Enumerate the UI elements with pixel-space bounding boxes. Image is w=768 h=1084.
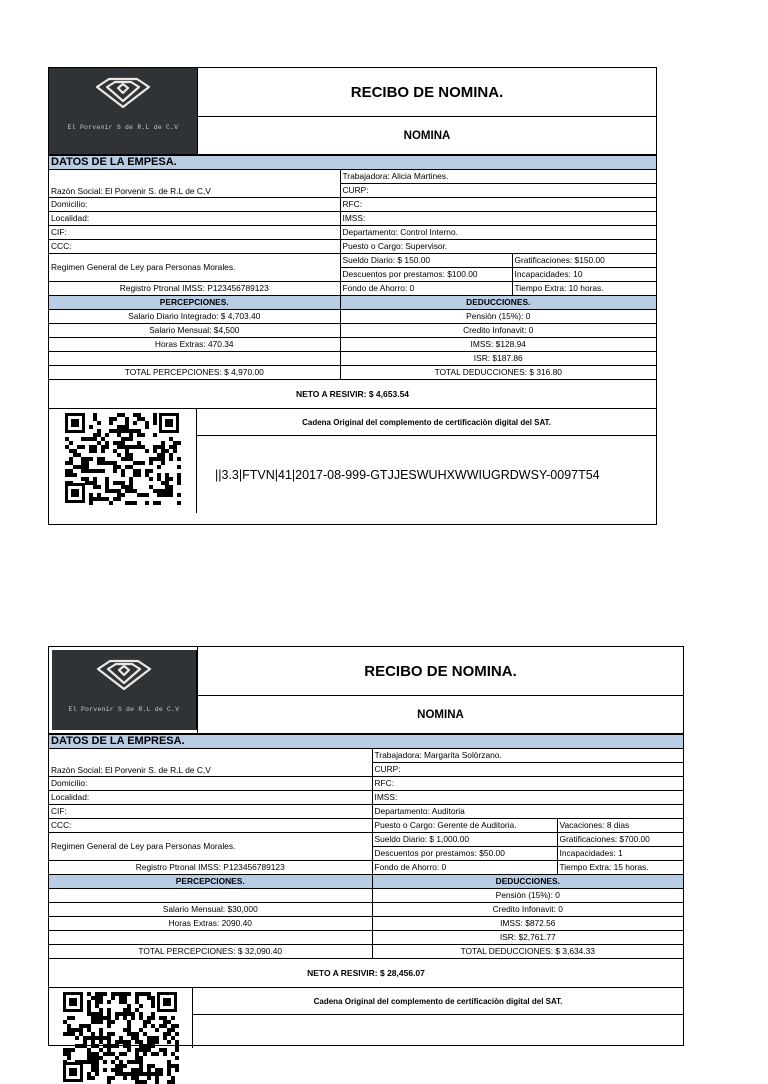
deduccion-row: Pensiòn (15%): 0	[372, 889, 683, 903]
percepcion-row: Salario Diario Integrado: $ 4,703.40	[49, 310, 340, 324]
qr-code-icon	[65, 413, 181, 505]
percepcion-row	[49, 352, 340, 366]
qr-code-icon	[63, 992, 179, 1084]
localidad-field: Localidad:	[49, 791, 372, 805]
cadena-title: Cadena Original del complemento de certificaciòn digital del SAT.	[197, 409, 656, 436]
gratificaciones-field: Gratificaciones: $700.00	[557, 833, 683, 847]
percepcion-row: Salario Mensual: $4,500	[49, 324, 340, 338]
deduccion-row: IMSS: $872.56	[372, 917, 683, 931]
ccc-field: CCC:	[49, 240, 340, 254]
receipt-table	[49, 155, 656, 380]
receipt-header	[49, 68, 656, 155]
departamento-field: Departamento: Auditoria	[372, 805, 683, 819]
receipt-subtitle: NOMINA	[417, 708, 464, 721]
rfc-field: RFC:	[340, 198, 656, 212]
net-pay: NETO A RESIVIR: $ 4,653.54	[49, 380, 656, 409]
total-deducciones: TOTAL DEDUCCIONES: $ 316.80	[340, 366, 656, 380]
registro-field: Registro Ptronal IMSS: P123456789123	[49, 861, 372, 875]
domicilio-field: Domicilio:	[49, 777, 372, 791]
fondo-field: Fondo de Ahorro: 0	[340, 282, 512, 296]
razon-social: Razòn Social: El Porvenir S. de R.L de C,V	[49, 170, 340, 198]
tiempo-extra-field: Tiempo Extra: 10 horas.	[512, 282, 656, 296]
deduccion-row: ISR: $2,761.77	[372, 931, 683, 945]
deducciones-header: DEDUCCIONES.	[340, 296, 656, 310]
deduccion-row: IMSS: $128.94	[340, 338, 656, 352]
cadena-title: Cadena Original del complemento de certificaciòn digital del SAT.	[193, 988, 683, 1015]
tiempo-extra-field: Tiempo Extra: 15 horas.	[557, 861, 683, 875]
puesto-field: Puesto o Cargo: Supervisor.	[340, 240, 656, 254]
cadena-value: ||3.3|FTVN|41|2017-08-999-GTJJESWUHXWWIUGRDWSY-0097T54	[215, 467, 600, 482]
logo-text: El Porvenir S de R.L de C.V	[67, 124, 179, 131]
total-percepciones: TOTAL PERCEPCIONES: $ 4,970.00	[49, 366, 340, 380]
sueldo-field: Sueldo Diario: $ 1,000.00	[372, 833, 557, 847]
total-deducciones: TOTAL DEDUCCIONES: $ 3,634.33	[372, 945, 683, 959]
percepciones-header: PERCEPCIONES.	[49, 296, 340, 310]
razon-social: Razòn Social: El Porvenir S. de R.L de C,V	[49, 749, 372, 777]
logo-text: El Porvenir S de R.L de C.V	[68, 706, 180, 713]
percepcion-row: Salario Mensual: $30,000	[49, 903, 372, 917]
domicilio-field: Domicilio:	[49, 198, 340, 212]
company-logo	[52, 650, 197, 730]
vacaciones-field: Vacaciones: 8 dias	[557, 819, 683, 833]
cif-field: CIF:	[49, 226, 340, 240]
cif-field: CIF:	[49, 805, 372, 819]
descuentos-field: Descuentos por prestamos: $100.00	[340, 268, 512, 282]
percepcion-row: Horas Extras: 470.34	[49, 338, 340, 352]
fondo-field: Fondo de Ahorro: 0	[372, 861, 557, 875]
departamento-field: Departamento: Control Interno.	[340, 226, 656, 240]
receipt-title: RECIBO DE NOMINA.	[198, 68, 656, 117]
sueldo-field: Sueldo Diario: $ 150.00	[340, 254, 512, 268]
percepcion-row: Horas Extras: 2090.40	[49, 917, 372, 931]
section-title: DATOS DE LA EMPESA.	[49, 156, 656, 170]
registro-field: Registro Ptronal IMSS: P123456789123	[49, 282, 340, 296]
receipt-subtitle: NOMINA	[403, 129, 451, 142]
incapacidades-field: Incapacidades: 1	[557, 847, 683, 861]
deducciones-header: DEDUCCIONES.	[372, 875, 683, 889]
diamond-icon	[91, 76, 155, 110]
percepcion-row	[49, 931, 372, 945]
section-title: DATOS DE LA EMPRESA.	[49, 735, 683, 749]
deduccion-row: Credito Infonavit: 0	[340, 324, 656, 338]
percepciones-header: PERCEPCIONES.	[49, 875, 372, 889]
ccc-field: CCC:	[49, 819, 372, 833]
curp-field: CURP:	[372, 763, 683, 777]
employee-name: Trabajadora: Margarita Solòrzano.	[372, 749, 683, 763]
regimen-field: Regimen General de Ley para Personas Morales.	[49, 833, 372, 861]
diamond-icon	[92, 658, 156, 692]
percepcion-row	[49, 889, 372, 903]
receipt-title: RECIBO DE NOMINA.	[198, 647, 683, 696]
total-percepciones: TOTAL PERCEPCIONES: $ 32,090.40	[49, 945, 372, 959]
deduccion-row: Credito Infonavit: 0	[372, 903, 683, 917]
deduccion-row: ISR: $187.86	[340, 352, 656, 366]
descuentos-field: Descuentos por prestamos: $50.00	[372, 847, 557, 861]
payroll-receipt-1	[48, 67, 657, 525]
puesto-field: Puesto o Cargo: Gerente de Auditoria.	[372, 819, 557, 833]
localidad-field: Localidad:	[49, 212, 340, 226]
incapacidades-field: Incapacidades: 10	[512, 268, 656, 282]
regimen-field: Regimen General de Ley para Personas Morales.	[49, 254, 340, 282]
receipt-header	[49, 647, 683, 734]
gratificaciones-field: Gratificaciones: $150.00	[512, 254, 656, 268]
imss-field: IMSS:	[372, 791, 683, 805]
net-pay: NETO A RESIVIR: $ 28,456.07	[49, 959, 683, 988]
employee-name: Trabajadora: Alicia Martines.	[340, 170, 656, 184]
imss-field: IMSS:	[340, 212, 656, 226]
company-logo	[49, 68, 198, 154]
receipt-table	[49, 734, 683, 959]
rfc-field: RFC:	[372, 777, 683, 791]
deduccion-row: Pensiòn (15%): 0	[340, 310, 656, 324]
payroll-receipt-2	[48, 646, 684, 1046]
curp-field: CURP:	[340, 184, 656, 198]
